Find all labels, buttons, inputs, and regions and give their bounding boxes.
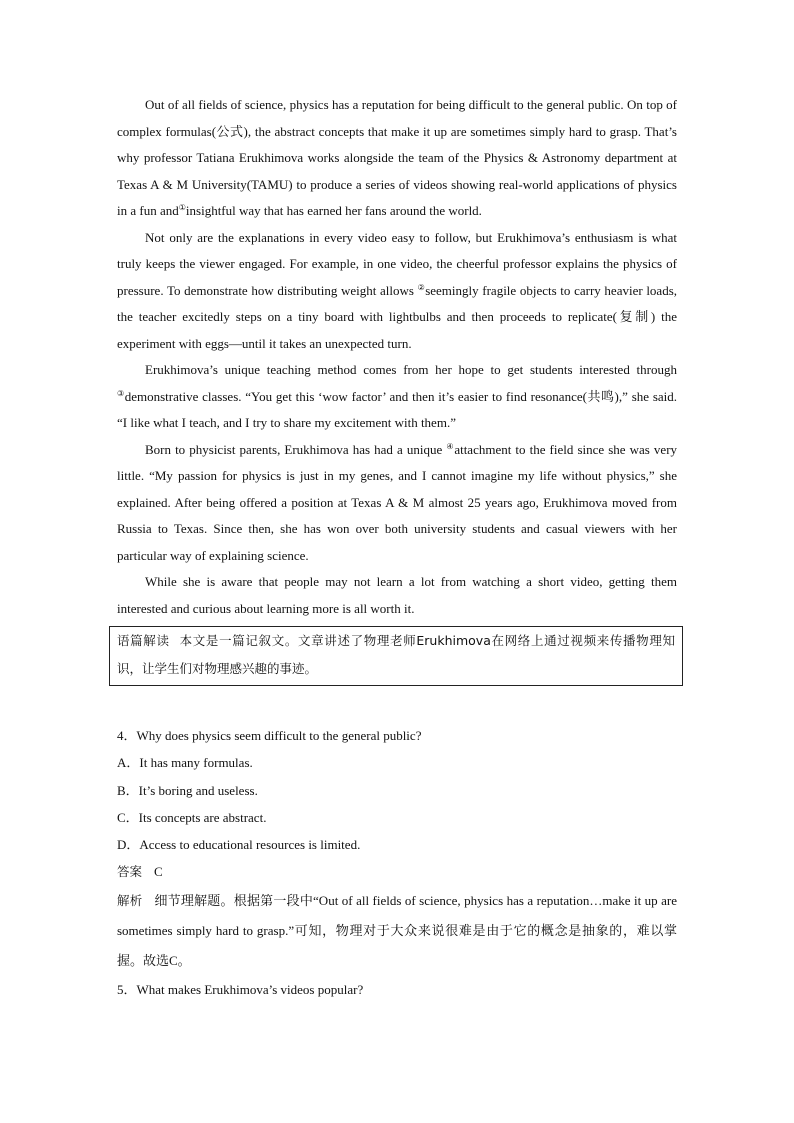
passage-paragraph-4 [117, 437, 677, 570]
paragraph-text: Erukhimova’s unique teaching method comes from her hope to get students interested through [145, 362, 677, 377]
footnote-marker: ① [178, 203, 186, 212]
analysis-tag: 解析 [117, 892, 143, 908]
passage-paragraph-2 [117, 225, 677, 358]
paragraph-text: attachment to the field since she was very little. “My passion for physics is just in my genes, and I cannot imagine my life without physics,” she explained. After being offered a position at Texas A & M almost 25 years ago, Erukhimova moved from Russia to Texas. Since then, she has won over both university students and casual viewers with her particular way of explaining science. [117, 441, 678, 563]
passage-paragraph-3 [117, 357, 677, 437]
paragraph-text: demonstrative classes. “You get this ‘wow factor’ and then it’s easier to find resonance(共鸣),” she said. “I like what I teach, and I try to share my excitement with them.” [117, 388, 678, 430]
summary-box [109, 626, 683, 686]
option-c: C．Its concepts are abstract. [117, 809, 267, 825]
answer-line [117, 858, 677, 885]
option-b: B．It’s boring and useless. [117, 782, 258, 798]
paragraph-text: Born to physicist parents, Erukhimova has had a unique [145, 441, 443, 457]
question-5: 5．What makes Erukhimova’s videos popular? [117, 981, 364, 997]
footnote-marker: ④ [446, 441, 455, 451]
summary-text: 本文是一篇记叙文。文章讲述了物理老师Erukhimova在网络上通过视频来传播物理知识，让学生们对物理感兴趣的事迹。 [117, 633, 675, 676]
passage-paragraph-1 [117, 92, 677, 225]
document-page [117, 92, 677, 1003]
questions-section [117, 722, 677, 1003]
paragraph-text: Out of all fields of science, physics has a reputation for being difficult to the general public. On top of complex formulas(公式), the abstract concepts that make it up are sometimes simply hard to grasp. That’s why professor Tatiana Erukhimova works alongside the team of the Physics & Astronomy department at Texas A & M University(TAMU) to produce a series of videos showing real-world applications of physics in a fun and [117, 97, 677, 218]
option-d: D．Access to educational resources is limited. [117, 837, 361, 853]
answer-value: C [154, 864, 163, 880]
analysis-line [117, 886, 677, 976]
footnote-marker: ② [417, 282, 426, 292]
paragraph-text: seemingly fragile objects to carry heavier loads, the teacher excitedly steps on a tiny board with lightbulbs and then proceeds to replicate(复制) the experiment with eggs—until it takes an unexpected turn. [117, 282, 678, 351]
question-4: 4．Why does physics seem difficult to the general public? [117, 728, 422, 743]
option-a: A．It has many formulas. [117, 755, 253, 771]
paragraph-text: insightful way that has earned her fans around the world. [185, 203, 482, 218]
paragraph-text: Not only are the explanations in every video easy to follow, but Erukhimova’s enthusiasm is what truly keeps the viewer engaged. For example, in one video, the cheerful professor explains the physics of pressure. To demonstrate how distributing weight allows [117, 229, 677, 298]
summary-tag: 语篇解读 [117, 633, 170, 648]
footnote-marker: ③ [117, 388, 125, 398]
passage-paragraph-5: While she is aware that people may not learn a lot from watching a short video, getting them interested and curious about learning more is all worth it. [117, 574, 677, 616]
analysis-text: 细节理解题。根据第一段中“Out of all fields of science, physics has a reputation…make it up are sometimes simply hard to grasp.”可知，物理对于大众来说很难是由于它的概念是抽象的，难以掌握。故选C。 [117, 892, 677, 968]
answer-tag: 答案 [117, 864, 143, 880]
